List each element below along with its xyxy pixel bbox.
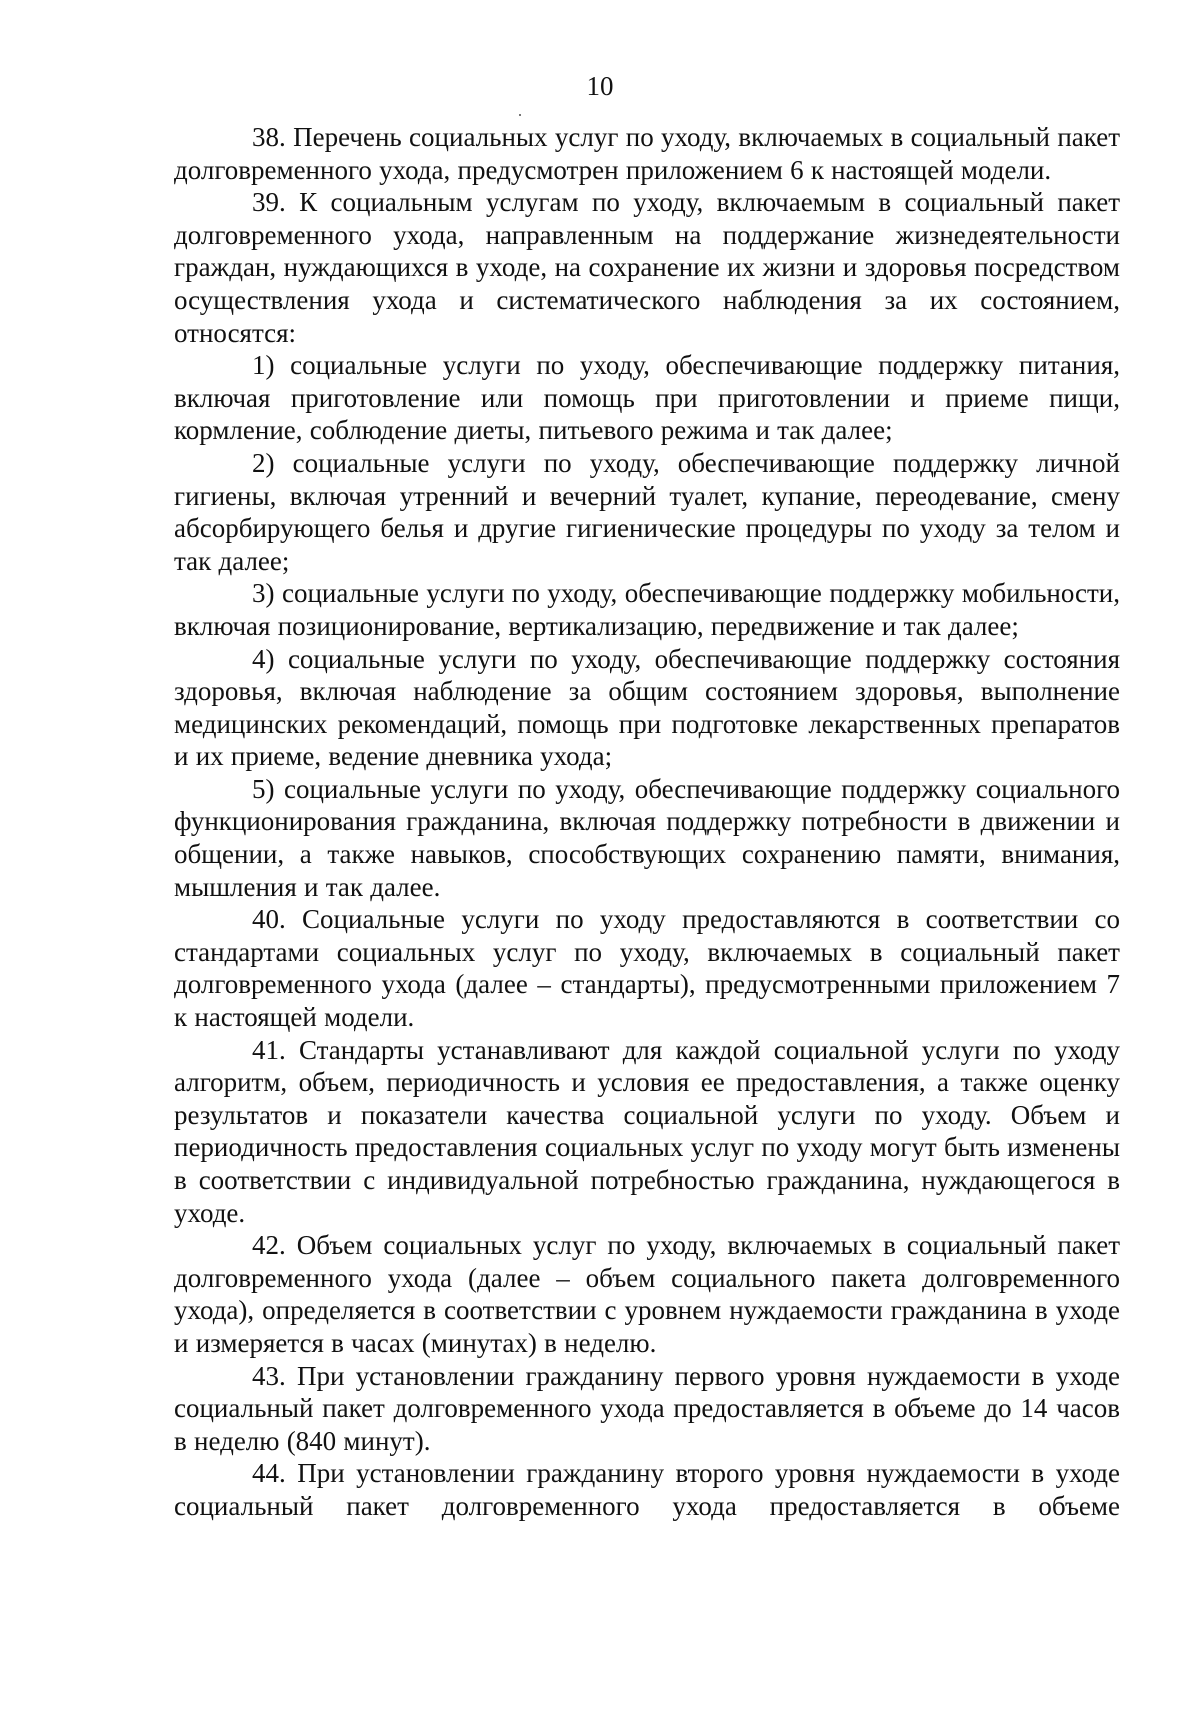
list-item-4: 4) социальные услуги по уходу, обеспечивающие поддержку состояния здоровья, включая наблюдение за общим состоянием здоровья, выполнение медицинских рекомендаций, помощь при подготовке лекарственных препаратов и их приеме, ведение дневника ухода; [174, 643, 1120, 772]
list-item-1: 1) социальные услуги по уходу, обеспечивающие поддержку питания, включая приготовление или помощь при приготовлении и приеме пищи, кормление, соблюдение диеты, питьевого режима и так далее; [174, 350, 1120, 446]
paragraph-39: 39. К социальным услугам по уходу, включаемым в социальный пакет долговременного ухода, направленным на поддержание жизнедеятельности граждан, нуждающихся в уходе, на сохранение их жизни и здоровья посредством осуществления ухода и систематического наблюдения за их состоянием, относятся: [174, 187, 1120, 348]
scan-speck [519, 114, 521, 116]
paragraph-41: 41. Стандарты устанавливают для каждой социальной услуги по уходу алгоритм, объем, периодичность и условия ее предоставления, а также оценку результатов и показатели качества социальной услуги по уходу. Объем и периодичность предоставления социальных услуг по уходу могут быть изменены в соответствии с индивидуальной потребностью гражданина, нуждающегося в уходе. [174, 1034, 1121, 1228]
paragraph-44: 44. При установлении гражданину второго уровня нуждаемости в уходе социальный пакет долговременного ухода предоставляется в объеме [174, 1458, 1120, 1521]
list-item-2: 2) социальные услуги по уходу, обеспечивающие поддержку личной гигиены, включая утренний и вечерний туалет, купание, переодевание, смену абсорбирующего белья и другие гигиенические процедуры по уходу за телом и так далее; [174, 447, 1120, 576]
list-item-5: 5) социальные услуги по уходу, обеспечивающие поддержку социального функционирования гражданина, включая поддержку потребности в движении и общении, а также навыков, способствующих сохранению памяти, внимания, мышления и так далее. [174, 773, 1120, 902]
page-number: 10 [586, 71, 614, 101]
paragraph-42: 42. Объем социальных услуг по уходу, включаемых в социальный пакет долговременного ухода (далее – объем социального пакета долговременного ухода), определяется в соответствии с уровнем нуждаемости гражданина в уходе и измеряется в часах (минутах) в неделю. [174, 1230, 1120, 1358]
paragraph-40: 40. Социальные услуги по уходу предоставляются в соответствии со стандартами социальных услуг по уходу, включаемых в социальный пакет долговременного ухода (далее – стандарты), предусмотренными приложением 7 к настоящей модели. [174, 904, 1120, 1033]
document-body [174, 121, 1120, 1523]
list-item-3: 3) социальные услуги по уходу, обеспечивающие поддержку мобильности, включая позиционирование, вертикализацию, передвижение и так далее; [174, 578, 1120, 641]
paragraph-38: 38. Перечень социальных услуг по уходу, включаемых в социальный пакет долговременного ухода, предусмотрен приложением 6 к настоящей модели. [174, 122, 1120, 185]
paragraph-43: 43. При установлении гражданину первого уровня нуждаемости в уходе социальный пакет долговременного ухода предоставляется в объеме до 14 часов в неделю (840 минут). [174, 1360, 1120, 1456]
